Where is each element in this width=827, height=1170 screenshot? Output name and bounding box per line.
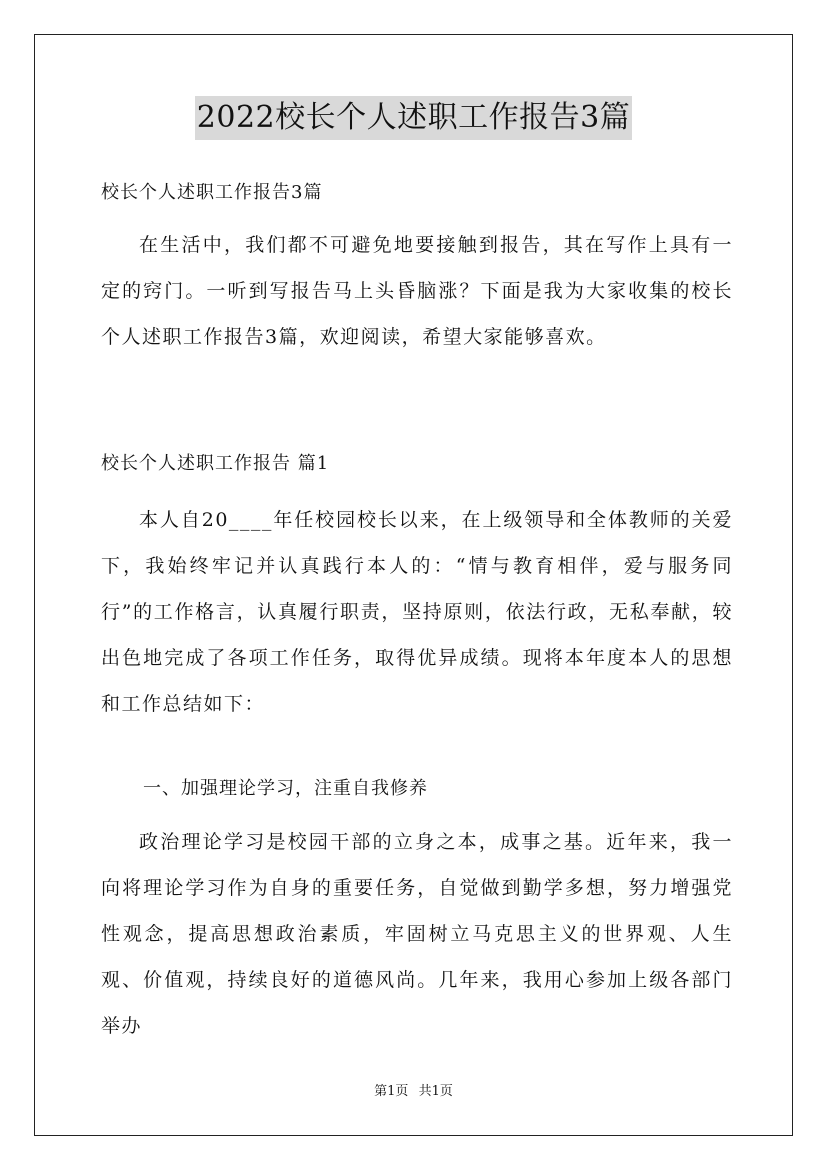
document-title: 2022校长个人述职工作报告3篇	[195, 96, 632, 140]
page-number-total: 共1页	[418, 1084, 453, 1099]
page-footer	[0, 1083, 827, 1101]
document-subtitle: 校长个人述职工作报告3篇	[101, 182, 323, 203]
section-title: 校长个人述职工作报告 篇1	[101, 453, 330, 474]
title-container	[0, 96, 827, 140]
intro-paragraph: 在生活中，我们都不可避免地要接触到报告，其在写作上具有一定的窍门。一听到写报告马上头昏脑涨？下面是我为大家收集的校长个人述职工作报告3篇，欢迎阅读，希望大家能够喜欢。	[101, 234, 733, 348]
body-paragraph-2: 政治理论学习是校园干部的立身之本，成事之基。近年来，我一向将理论学习作为自身的重要任务，自觉做到勤学多想，努力增强党性观念，提高思想政治素质，牢固树立马克思主义的世界观、人生观、价值观，持续良好的道德风尚。几年来，我用心参加上级各部门举办	[101, 831, 733, 1037]
page-number-current: 第1页	[374, 1084, 409, 1099]
body-paragraph-1: 本人自20____年任校园校长以来，在上级领导和全体教师的关爱下，我始终牢记并认真践行本人的：“情与教育相伴，爱与服务同行”的工作格言，认真履行职责，坚持原则，依法行政，无私奉献，较出色地完成了各项工作任务，取得优异成绩。现将本年度本人的思想和工作总结如下：	[101, 509, 733, 715]
section-heading-1: 一、加强理论学习，注重自我修养	[143, 778, 428, 799]
